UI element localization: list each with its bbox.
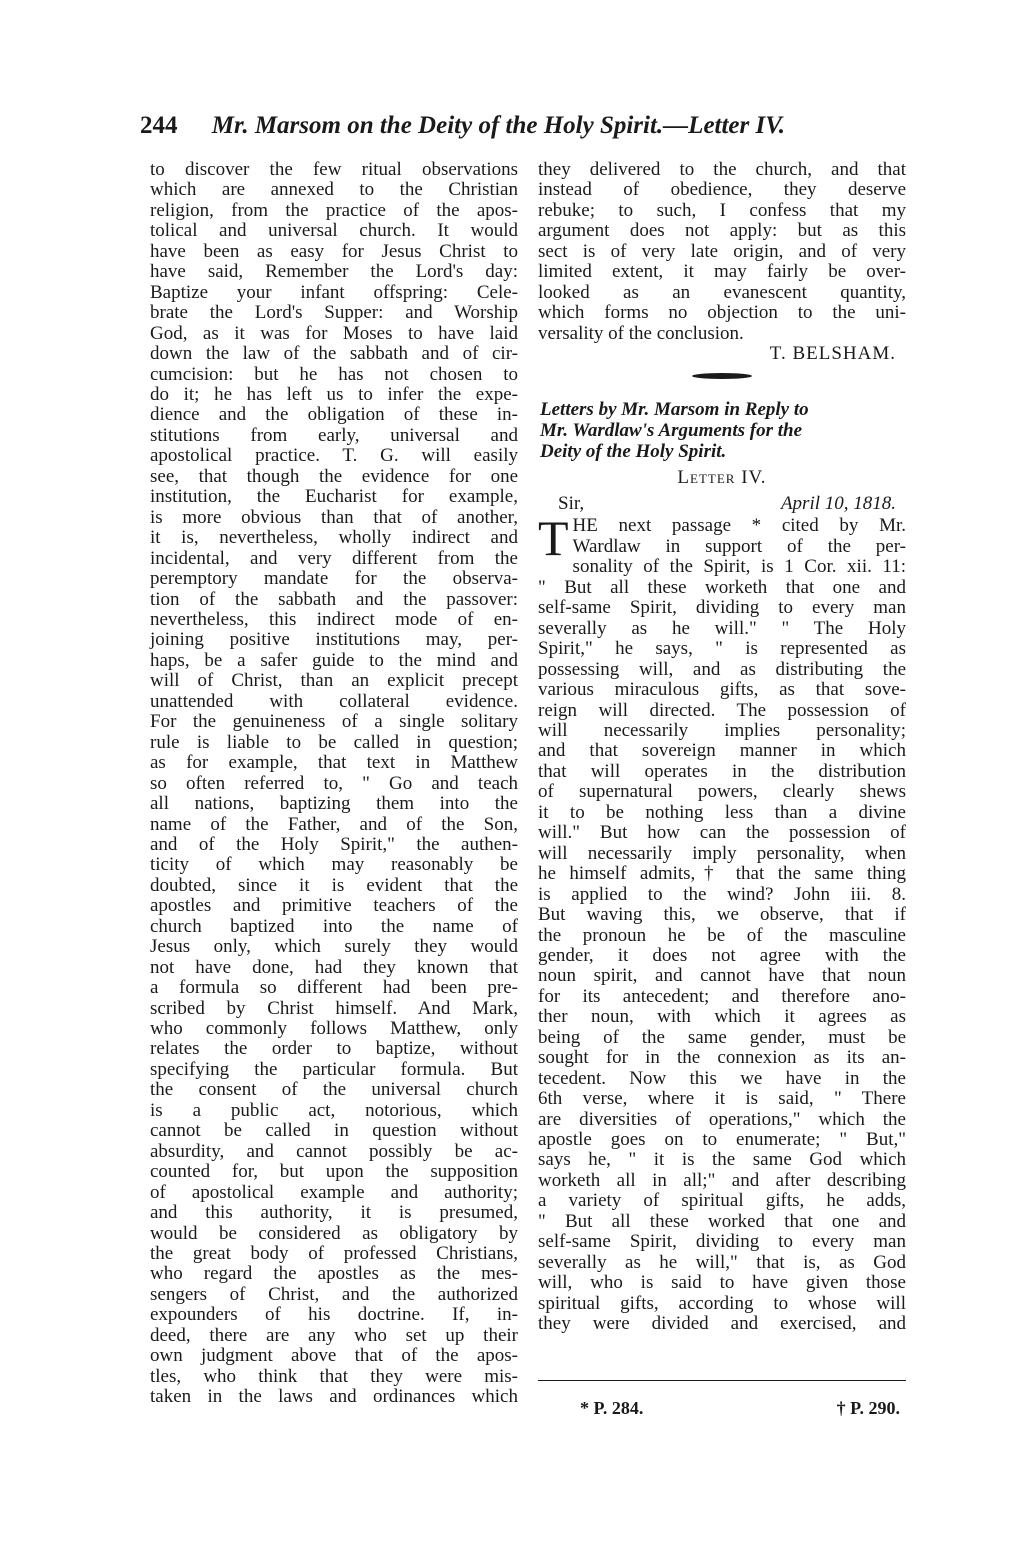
text-line: a formula so different had been pre- [150,977,518,999]
text-line: apostle goes on to enumerate; " But," [538,1129,906,1151]
text-line: is more obvious than that of another, [150,506,518,528]
text-line: sonality of the Spirit, is 1 Cor. xii. 11: [572,556,906,578]
text-line: stitutions from early, universal and [150,424,518,446]
section-divider [692,373,752,379]
text-line: doubted, since it is evident that the [150,874,518,896]
text-line: ticity of which may reasonably be [150,854,518,876]
text-line: of supernatural powers, clearly shews [538,781,906,803]
text-line: Jesus only, which surely they would [150,936,518,958]
text-line: relates the order to baptize, without [150,1038,518,1060]
text-line: have said, Remember the Lord's day: [150,261,518,283]
text-line: haps, be a safer guide to the mind and [150,649,518,671]
text-line: being of the same gender, must be [538,1026,906,1048]
text-line: versality of the conclusion. [538,322,744,344]
text-line: to discover the few ritual observations [150,159,518,180]
text-line: joining positive institutions may, per- [150,629,518,651]
text-line: is a public act, notorious, which [150,1099,518,1121]
text-line: all nations, baptizing them into the [150,793,518,815]
text-line: they were divided and exercised, and [538,1313,906,1335]
drop-cap: T [538,510,569,567]
text-line: HE next passage * cited by Mr. [572,515,906,537]
salutation-line [538,494,906,514]
footnote-1: * P. 284. [580,1398,644,1418]
text-line: who commonly follows Matthew, only [150,1018,518,1040]
text-line: he himself admits,† that the same thing [538,863,906,885]
text-line: self-same Spirit, dividing to every man [538,597,906,619]
text-line: Spirit," he says, " is represented as [538,638,906,660]
text-line: sect is of very late origin, and of very [538,240,906,262]
text-line: ther noun, with which it agrees as [538,1006,906,1028]
text-line: and that sovereign manner in which [538,740,906,762]
text-line: not have done, had they known that [150,956,518,978]
text-line: institution, the Eucharist for example, [150,486,518,508]
salutation: Sir, [558,492,585,514]
text-line: have been as easy for Jesus Christ to [150,240,518,262]
text-line: self-same Spirit, dividing to every man [538,1231,906,1253]
text-line: incidental, and very different from the [150,547,518,569]
text-line: instead of obedience, they deserve [538,179,906,201]
text-line: they delivered to the church, and that [538,159,906,180]
text-line: reign will directed. The possession of [538,699,906,721]
text-line: brate the Lord's Supper: and Worship [150,302,518,324]
text-line: apostles and primitive teachers of the [150,895,518,917]
text-line: the great body of professed Christians, [150,1243,518,1265]
text-line: tles, who think that they were mis- [150,1365,518,1387]
belsham-letter-end [538,160,906,344]
text-line: cumcision: but he has not chosen to [150,363,518,385]
text-line: deed, there are any who set up their [150,1324,518,1346]
text-line: sengers of Christ, and the authorized [150,1283,518,1305]
letter-date: April 10, 1818. [780,492,896,514]
text-line: tecedent. Now this we have in the [538,1067,906,1089]
text-line: absurdity, and cannot possibly be ac- [150,1140,518,1162]
text-line: and this authority, it is presumed, [150,1202,518,1224]
text-line: which forms no objection to the uni- [538,302,906,324]
text-line: church baptized into the name of [150,915,518,937]
text-line: the pronoun he be of the masculine [538,924,906,946]
text-line: scribed by Christ himself. And Mark, [150,997,518,1019]
text-line: down the law of the sabbath and of cir- [150,343,518,365]
footnote-2: † P. 290. [836,1398,900,1418]
text-line: who regard the apostles as the mes- [150,1263,518,1285]
text-line: nevertheless, this indirect mode of en- [150,608,518,630]
text-line: noun spirit, and cannot have that noun [538,965,906,987]
letter-body [538,510,906,1335]
text-line: For the genuineness of a single solitary [150,711,518,733]
text-line: it is, nevertheless, wholly indirect and [150,527,518,549]
text-line: a variety of spiritual gifts, he adds, [538,1190,906,1212]
text-line: rule is liable to be called in question; [150,731,518,753]
text-line: possessing will, and as distributing the [538,658,906,680]
text-line: But waving this, we observe, that if [538,904,906,926]
text-line: see, that though the evidence for one [150,465,518,487]
text-line: limited extent, it may fairly be over- [538,261,906,283]
letter-title-line: Mr. Wardlaw's Arguments for the [540,419,803,441]
text-line: own judgment above that of the apos- [150,1345,518,1367]
text-line: cannot be called in question without [150,1120,518,1142]
text-line: are diversities of operations," which the [538,1108,906,1130]
text-line: counted for, but upon the supposition [150,1161,518,1183]
text-line: will of Christ, than an explicit precept [150,670,518,692]
text-line: sought for in the connexion as its an- [538,1047,906,1069]
text-line: religion, from the practice of the apos- [150,199,518,221]
text-line: is applied to the wind? John iii. 8. [538,883,906,905]
text-line: tion of the sabbath and the passover: [150,588,518,610]
text-line: unattended with collateral evidence. [150,690,518,712]
footnotes [580,1398,900,1419]
text-line: various miraculous gifts, as that sove- [538,679,906,701]
text-line: will necessarily imply personality, when [538,842,906,864]
text-line: says he, " it is the same God which [538,1149,906,1171]
text-line: it to be nothing less than a divine [538,801,906,823]
text-line: and of the Holy Spirit," the authen- [150,833,518,855]
text-line: will, who is said to have given those [538,1272,906,1294]
text-line: expounders of his doctrine. If, in- [150,1304,518,1326]
text-line: will." But how can the possession of [538,822,906,844]
right-column [538,160,906,1335]
text-line: for its antecedent; and therefore ano- [538,985,906,1007]
text-line: Wardlaw in support of the per- [572,535,906,557]
letter-title-line: Letters by Mr. Marsom in Reply to [540,398,809,420]
text-line: severally as he will." " The Holy [538,617,906,639]
text-line: gender, it does not agree with the [538,944,906,966]
text-line: God, as it was for Moses to have laid [150,322,518,344]
text-line: looked as an evanescent quantity, [538,281,906,303]
text-line: " But all these worked that one and [538,1210,906,1232]
left-column [150,160,518,1408]
footnote-rule [538,1380,906,1381]
text-line: which are annexed to the Christian [150,179,518,201]
text-line: peremptory mandate for the observa- [150,568,518,590]
text-line: of apostolical example and authority; [150,1181,518,1203]
running-title: Mr. Marsom on the Deity of the Holy Spirit.—Letter IV. [211,112,785,139]
text-line: dience and the obligation of these in- [150,404,518,426]
text-line: so often referred to, " Go and teach [150,772,518,794]
text-line: severally as he will," that is, as God [538,1251,906,1273]
text-line: 6th verse, where it is said, " There [538,1088,906,1110]
text-line: that will operates in the distribution [538,760,906,782]
text-line: taken in the laws and ordinances which [150,1386,518,1408]
text-line: apostolical practice. T. G. will easily [150,445,518,467]
text-line: " But all these worketh that one and [538,576,906,598]
letter-text [538,557,906,1334]
letter-title [538,399,906,462]
text-line: argument does not apply: but as this [538,220,906,242]
text-line: as for example, that text in Matthew [150,752,518,774]
text-line: tolical and universal church. It would [150,220,518,242]
text-line: rebuke; to such, I confess that my [538,199,906,221]
signature: T. BELSHAM. [769,343,896,365]
text-line: specifying the particular formula. But [150,1058,518,1080]
page-number: 244 [140,112,178,139]
text-line: would be considered as obligatory by [150,1222,518,1244]
text-line: will necessarily implies personality; [538,719,906,741]
text-line: the consent of the universal church [150,1079,518,1101]
letter-title-line: Deity of the Holy Spirit. [540,440,727,462]
text-line: spiritual gifts, according to whose will [538,1292,906,1314]
text-line: worketh all in all;" and after describing [538,1169,906,1191]
text-line: name of the Father, and of the Son, [150,813,518,835]
text-line: Baptize your infant offspring: Cele- [150,281,518,303]
text-line: do it; he has left us to infer the expe- [150,383,518,405]
letter-number: Letter IV. [677,466,767,488]
running-header [140,112,940,140]
